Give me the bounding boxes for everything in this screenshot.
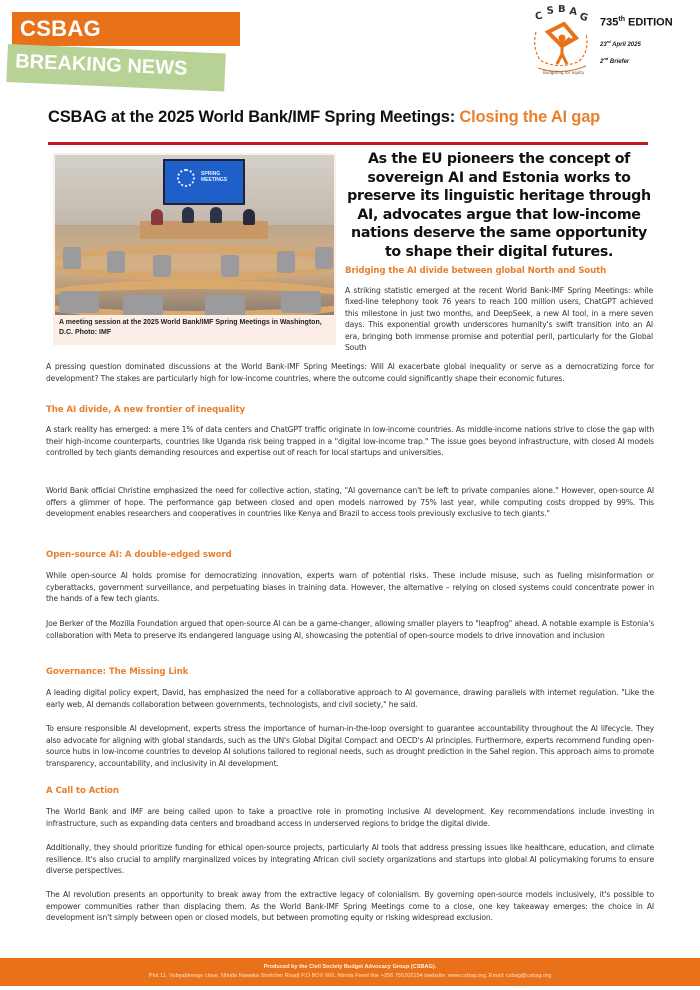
section-heading-call-to-action: A Call to Action [46, 786, 119, 796]
page-title [48, 108, 658, 127]
paragraph-governance-2: To ensure responsible AI development, experts stress the importance of human-in-the-loop oversight to guarantee accountability throughout the AI lifecycle. They also advocate for aligning with global standards, such as the UN's Global Digital Compact and OECD's AI principles. Furthermore, experts recommend funding open-source hubs in low-income countries to develop AI solutions tailored to regional needs, such as drought prediction in the Sahel region. This approach aims to promote transparency, accountability, and inclusivity in AI development. [46, 724, 654, 768]
spring-meetings-logo-icon [177, 169, 195, 187]
headline-main: CSBAG at the 2025 World Bank/IMF Spring Meetings: [48, 108, 460, 126]
paragraph-call-to-action-3: The AI revolution presents an opportunity to break away from the extractive legacy of colonialism. By governing open-source models inclusively, it's possible to empower communities rather than displacing them. As the World Bank-IMF Spring Meetings come to a close, one key takeaway emerges: the choice in AI development isn't simply between open or closed models, but between promoting equity or risking widespread exclusion. [46, 890, 654, 923]
pull-quote: As the EU pioneers the concept of sovereign AI and Estonia works to preserve its linguistic heritage through AI, advocates argue that low-income nations deserve the same opportunity to shape their digital futures. [347, 151, 651, 260]
masthead-brand: CSBAG [20, 16, 101, 41]
paragraph-ai-divide-1: A stark reality has emerged: a mere 1% of data centers and ChatGPT traffic originate in low-income countries. As middle-income nations strive to close the gap with their high-income counterparts, countries like Uganda risk being trapped in a "digital low-income trap." The issue goes beyond infrastructure, with closed AI models controlled by tech giants demanding resources and expertise out of reach for local startups and universities. [46, 425, 654, 458]
masthead-brand-banner [12, 12, 240, 46]
section-heading-governance: Governance: The Missing Link [46, 667, 189, 677]
footer-address: Plot 11, Vubyabirenge close, Ntinda Nawaka Stretcher Road| P.O BOX 660, Ntinda Fixed line +256 755202154 |website: www.csbag.org, Email: csbag@csbag.org [148, 973, 552, 979]
edition-number: 735th EDITION [600, 16, 673, 29]
section-heading-bridging: Bridging the AI divide between global North and South [345, 266, 607, 276]
headline-accent: Closing the AI gap [459, 108, 601, 126]
svg-text:A: A [568, 6, 578, 19]
paragraph-open-source-2: Joe Berker of the Mozilla Foundation argued that open-source AI can be a game-changer, allowing smaller players to "leapfrog" ahead. A notable example is Estonia's collaboration with Meta to preserve its endangered language using AI, showcasing the potential of open-source models to drive innovation and inclusion [46, 619, 654, 640]
section-heading-ai-divide: The AI divide, A new frontier of inequality [46, 405, 246, 415]
paragraph-open-source-1: While open-source AI holds promise for democratizing innovation, experts warn of potential risks. These include misuse, such as fueling misinformation or cyberattacks, government surveillance, and perpetuating biases in training data. However, the alternative – relying on closed systems could concentrate power in the hands of a few tech giants. [46, 571, 654, 604]
headline-divider [48, 142, 648, 145]
svg-text:G: G [578, 11, 590, 25]
breaking-news-banner [6, 44, 225, 91]
paragraph-governance-1: A leading digital policy expert, David, has emphasized the need for a collaborative approach to AI governance, drawing parallels with internet regulation. "Like the early web, AI demands collaboration between governments, technologists, and civil society," he said. [46, 688, 654, 709]
section-heading-open-source: Open-source AI: A double-edged sword [46, 550, 232, 560]
photo-figure [53, 153, 336, 345]
paragraph-call-to-action-1: The World Bank and IMF are being called upon to take a proactive role in promoting inclusive AI development. Key recommendations include investing in infrastructure, such as expanding data centers and broadband access in underserved regions to bridge the digital divide. [46, 807, 654, 828]
paragraph-call-to-action-2: Additionally, they should prioritize funding for ethical open-source projects, particularly AI tools that address pressing issues like healthcare, education, and climate resilience. It's also crucial to amplify marginalized voices by integrating African civil society organizations and startups into global AI policymaking forums to ensure diverse perspectives. [46, 843, 654, 876]
svg-text:S: S [546, 5, 555, 17]
meeting-photo: SPRING MEETINGS [55, 155, 334, 315]
svg-text:B: B [558, 4, 566, 15]
paragraph-bridging: A striking statistic emerged at the recent World Bank-IMF Spring Meetings: while fixed-line telephony took 76 years to reach 100 million users, ChatGPT achieved this milestone in just two months, and DeepSeek, a new AI tool, in a mere seven days. This exponential growth underscores humanity's swift transition into an AI era, bringing both immense promise and potential peril, particularly for the Global South [345, 286, 653, 353]
photo-caption: A meeting session at the 2025 World Bank/IMF Spring Meetings in Washington, D.C. Photo: IMF [59, 319, 322, 336]
edition-info [600, 16, 700, 65]
footer [0, 958, 700, 986]
csbag-logo [526, 2, 598, 78]
svg-text:C: C [534, 10, 544, 23]
paragraph-ai-divide-2: World Bank official Christine emphasized the need for collective action, stating, "AI governance can't be left to private companies alone." However, open-source AI offers a glimmer of hope. The performance gap between closed and open models narrowed by 75% last year, while computing costs dropped by 99%. This development enables researchers and cooperatives in countries like Kenya and Brazil to access tools previously exclusive to tech giants." [46, 486, 654, 519]
edition-date: 23rd April 2025 [600, 38, 641, 48]
csbag-logo-icon [526, 2, 598, 78]
footer-producer: Produced by the Civil Society Budget Advocacy Group (CSBAG). [263, 964, 437, 970]
svg-text:Budgeting for equity: Budgeting for equity [543, 70, 585, 75]
briefer-label: 2nd Briefer [600, 55, 630, 65]
breaking-news-label: BREAKING NEWS [14, 50, 188, 80]
paragraph-intro: A pressing question dominated discussions at the World Bank-IMF Spring Meetings: Will AI exacerbate global inequality or serve as a democratizing force for development? The stakes are particularly high for low-income countries, where the outcome could significantly shape their economic futures. [46, 362, 654, 383]
